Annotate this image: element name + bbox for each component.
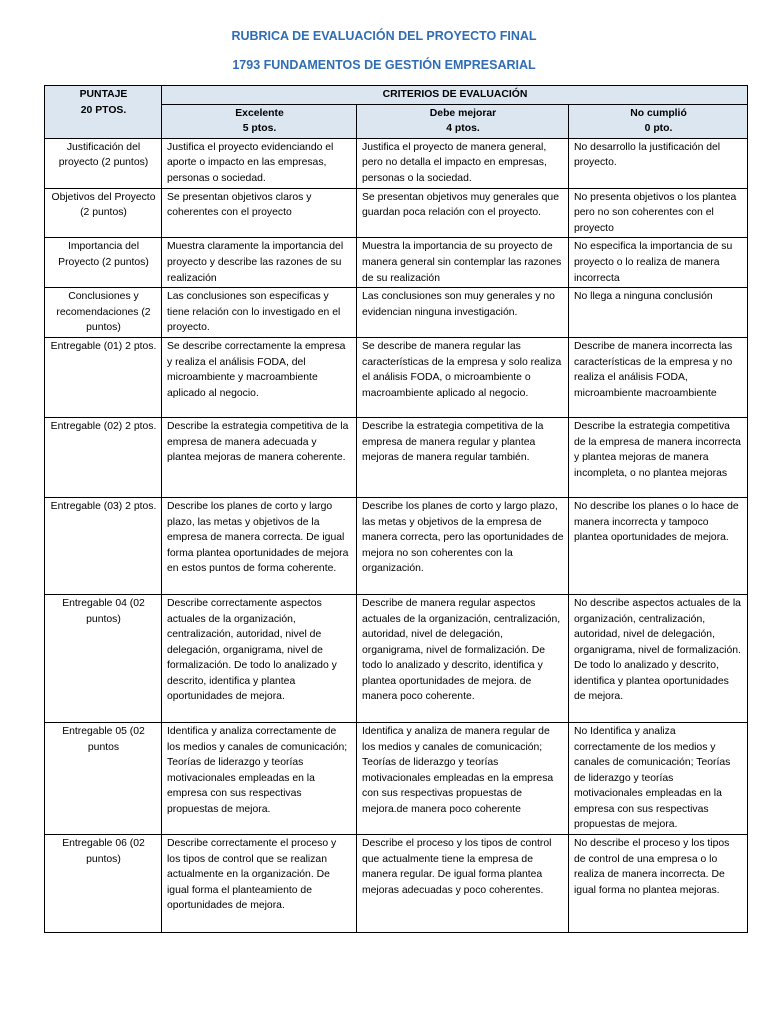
table-row bbox=[45, 722, 748, 834]
table-row bbox=[45, 835, 748, 933]
row-label: Entregable (03) 2 ptos. bbox=[45, 497, 162, 594]
row-label: Entregable 05 (02 puntos bbox=[45, 722, 162, 834]
row-label: Conclusiones y recomendaciones (2 puntos) bbox=[45, 288, 162, 338]
score-header bbox=[45, 86, 162, 139]
row-label: Justificación del proyecto (2 puntos) bbox=[45, 138, 162, 188]
criterion-no-cumplio: No describe aspectos actuales de la organización, centralización, autoridad, nivel de delegación, organigrama, nivel de formalización. De todo lo analizado y descrito, identifica y plantea oportunidades de mejora. bbox=[569, 594, 748, 722]
criterion-excelente: Describe correctamente el proceso y los tipos de control que se realizan actualmente en la organización. De igual forma el planteamiento de oportunidades de mejora. bbox=[162, 835, 357, 933]
criterion-debe-mejorar: Identifica y analiza de manera regular de los medios y canales de comunicación; Teorías de liderazgo y teorías motivacionales empleadas en la empresa con sus respectivas propuestas de mejora.de manera poco coherente bbox=[357, 722, 569, 834]
row-label: Importancia del Proyecto (2 puntos) bbox=[45, 238, 162, 288]
criterion-excelente: Describe los planes de corto y largo plazo, las metas y objetivos de la empresa de manera correcta. De igual forma plantea oportunidades de mejora en estos puntos de forma coherente. bbox=[162, 497, 357, 594]
criterion-excelente: Describe la estrategia competitiva de la empresa de manera adecuada y plantea mejoras de manera coherente. bbox=[162, 417, 357, 497]
table-row bbox=[45, 337, 748, 417]
criterion-excelente: Las conclusiones son especificas y tiene relación con lo investigado en el proyecto. bbox=[162, 288, 357, 338]
criterion-no-cumplio: No llega a ninguna conclusión bbox=[569, 288, 748, 338]
criterion-debe-mejorar: Describe los planes de corto y largo plazo, las metas y objetivos de la empresa de manera correcta, pero las oportunidades de mejora no son coherentes con la organización. bbox=[357, 497, 569, 594]
table-row bbox=[45, 497, 748, 594]
criterion-no-cumplio: Describe de manera incorrecta las características de la empresa y no realiza el análisis FODA, microambiente macroambiente bbox=[569, 337, 748, 417]
level-name: Excelente bbox=[235, 107, 284, 119]
criterion-excelente: Describe correctamente aspectos actuales de la organización, centralización, autoridad, nivel de delegación, organigrama, nivel de formalización. De todo lo analizado y descrito, identifica y plantea oportunidades de mejora. bbox=[162, 594, 357, 722]
criterion-no-cumplio: No describe los planes o lo hace de manera incorrecta y tampoco plantea oportunidades de mejora. bbox=[569, 497, 748, 594]
criterion-debe-mejorar: Describe la estrategia competitiva de la empresa de manera regular y plantea mejoras de manera regular también. bbox=[357, 417, 569, 497]
level-header-no-cumplio bbox=[569, 104, 748, 138]
row-label: Entregable (02) 2 ptos. bbox=[45, 417, 162, 497]
level-points: 4 ptos. bbox=[446, 123, 480, 135]
table-row bbox=[45, 417, 748, 497]
level-header-debe-mejorar bbox=[357, 104, 569, 138]
criteria-header: CRITERIOS DE EVALUACIÓN bbox=[162, 86, 748, 105]
criterion-debe-mejorar: Muestra la importancia de su proyecto de manera general sin contemplar las razones de su realización bbox=[357, 238, 569, 288]
level-name: No cumplió bbox=[630, 107, 687, 119]
criterion-debe-mejorar: Se describe de manera regular las características de la empresa y solo realiza el análisis FODA, o microambiente o macroambiente aplicado al negocio. bbox=[357, 337, 569, 417]
table-row bbox=[45, 238, 748, 288]
criterion-debe-mejorar: Describe de manera regular aspectos actuales de la organización, centralización, autoridad, nivel de delegación, organigrama, nivel de formalización. De todo lo analizado y descrito, identifica y plantea oportunidades de mejora. de manera poco coherente. bbox=[357, 594, 569, 722]
level-points: 5 ptos. bbox=[242, 123, 277, 135]
score-label: PUNTAJE bbox=[79, 89, 128, 100]
score-total: 20 PTOS. bbox=[80, 104, 127, 116]
document-title: RUBRICA DE EVALUACIÓN DEL PROYECTO FINAL bbox=[231, 29, 537, 43]
criterion-no-cumplio: No desarrollo la justificación del proyecto. bbox=[569, 138, 748, 188]
criterion-excelente: Identifica y analiza correctamente de los medios y canales de comunicación; Teorías de liderazgo y teorías motivacionales empleadas en la empresa con sus respectivas propuestas de mejora. bbox=[162, 722, 357, 834]
rubric-body bbox=[45, 138, 748, 932]
table-row bbox=[45, 288, 748, 338]
criterion-no-cumplio: No especifica la importancia de su proyecto o lo realiza de manera incorrecta bbox=[569, 238, 748, 288]
criterion-debe-mejorar: Justifica el proyecto de manera general, pero no detalla el impacto en empresas, personas o la sociedad. bbox=[357, 138, 569, 188]
criterion-excelente: Se describe correctamente la empresa y realiza el análisis FODA, del microambiente y macroambiente aplicado al negocio. bbox=[162, 337, 357, 417]
criterion-excelente: Muestra claramente la importancia del proyecto y describe las razones de su realización bbox=[162, 238, 357, 288]
row-label: Entregable 04 (02 puntos) bbox=[45, 594, 162, 722]
criterion-debe-mejorar: Describe el proceso y los tipos de control que actualmente tiene la empresa de manera regular. De igual forma plantea mejoras adecuadas y poco coherentes. bbox=[357, 835, 569, 933]
row-label: Entregable (01) 2 ptos. bbox=[45, 337, 162, 417]
criterion-no-cumplio: No describe el proceso y los tipos de control de una empresa o lo realiza de manera incorrecta. De igual forma no plantea mejoras. bbox=[569, 835, 748, 933]
criterion-no-cumplio: No presenta objetivos o los plantea pero no son coherentes con el proyecto bbox=[569, 188, 748, 238]
criterion-debe-mejorar: Las conclusiones son muy generales y no evidencian ninguna investigación. bbox=[357, 288, 569, 338]
table-row bbox=[45, 594, 748, 722]
criterion-no-cumplio: No Identifica y analiza correctamente de los medios y canales de comunicación; Teorías de liderazgo y teorías motivacionales empleadas en la empresa con sus respectivas propuestas de mejora. bbox=[569, 722, 748, 834]
level-header-excelente bbox=[162, 104, 357, 138]
row-label: Objetivos del Proyecto (2 puntos) bbox=[45, 188, 162, 238]
criterion-no-cumplio: Describe la estrategia competitiva de la empresa de manera incorrecta y plantea mejoras de manera incompleta, o no plantea mejoras bbox=[569, 417, 748, 497]
criterion-excelente: Se presentan objetivos claros y coherentes con el proyecto bbox=[162, 188, 357, 238]
course-title: 1793 FUNDAMENTOS DE GESTIÓN EMPRESARIAL bbox=[232, 58, 536, 72]
row-label: Entregable 06 (02 puntos) bbox=[45, 835, 162, 933]
criterion-debe-mejorar: Se presentan objetivos muy generales que guardan poca relación con el proyecto. bbox=[357, 188, 569, 238]
rubric-table bbox=[44, 85, 748, 933]
level-points: 0 pto. bbox=[644, 123, 673, 135]
criterion-excelente: Justifica el proyecto evidenciando el aporte o impacto en las empresas, personas o sociedad. bbox=[162, 138, 357, 188]
table-row bbox=[45, 188, 748, 238]
table-row bbox=[45, 138, 748, 188]
level-name: Debe mejorar bbox=[429, 107, 497, 119]
